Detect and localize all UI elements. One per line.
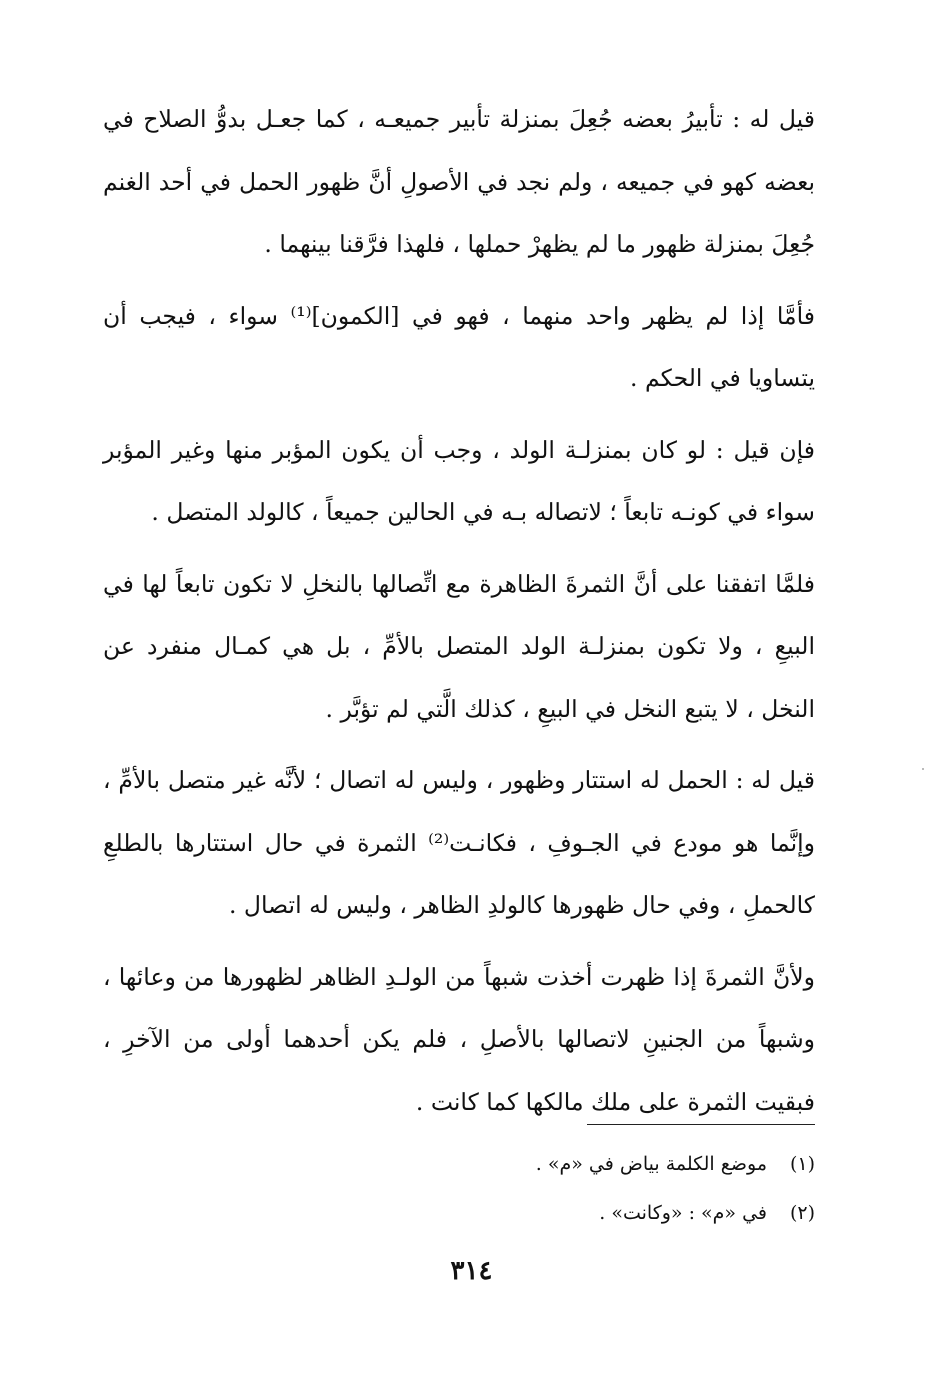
paragraph-1: قيل له : تأبيرُ بعضه جُعِلَ بمنزلة تأبير جميعـه ، كما جعـل بدوُّ الصلاح في بعضه كهو في جميعه ، ولم نجد في الأصولِ أنَّ ظهور الحمل في أحد الغنم جُعِلَ بمنزلة ظهور ما لم يظهرْ حملها ، فلهذا فرَّقنا بينهما . <box>103 105 815 258</box>
footnote-number: (١) <box>789 1153 815 1175</box>
scan-speck <box>922 768 924 770</box>
footnote-text: موضع الكلمة بياض في «م» . <box>535 1153 767 1175</box>
paragraph-6: ولأنَّ الثمرةَ إذا ظهرت أخذت شبهاً من الولـدِ الظاهر لظهورها من وعائها ، وشبهاً من الجنينِ لاتصالها بالأصلِ ، فلم يكن أحدهما أولى من الآخرِ ، فبقيت الثمرة على ملك مالكها كما كانت . <box>103 962 815 1116</box>
footnote-2 <box>103 1189 815 1238</box>
page-number: ٣١٤ <box>450 1256 493 1286</box>
paragraph-3: فإن قيل : لو كان بمنزلـة الولد ، وجب أن يكون المؤبر منها وغير المؤبر سواء في كونـه تابعاً ؛ لاتصاله بـه في الحالين جميعاً ، كالولد المتصل . <box>103 435 815 526</box>
main-text <box>103 88 815 1142</box>
paragraph-5: قيل له : الحمل له استتار وظهور ، وليس له اتصال ؛ لأنَّه غير متصل بالأمِّ ، وإنَّما هو مودع في الجـوفِ ، فكانـت⁽²⁾ الثمرة في حال استتارها بالطلعِ كالحملِ ، وفي حال ظهورها كالولدِ الظاهر ، وليس له اتصال . <box>103 766 815 919</box>
footnote-number: (٢) <box>789 1202 815 1224</box>
paragraph-2: فأمَّا إذا لم يظهر واحد منهما ، فهو في [الكمون]⁽¹⁾ سواء ، فيجب أن يتساويا في الحكم . <box>103 301 815 392</box>
footnote-divider <box>587 1124 815 1125</box>
footnote-text: في «م» : «وكانت» . <box>599 1202 767 1224</box>
paragraph-4: فلمَّا اتفقنا على أنَّ الثمرةَ الظاهرة مع اتِّصالها بالنخلِ لا تكون تابعاً لها في البيعِ ، ولا تكون بمنزلـة الولد المتصل بالأمِّ ، بل هي كمـال منفرد عن النخل ، لا يتبع النخل في البيعِ ، كذلك الَّتي لم تؤبَّر . <box>103 569 815 723</box>
footnotes <box>103 1140 815 1238</box>
footnote-1 <box>103 1140 815 1189</box>
